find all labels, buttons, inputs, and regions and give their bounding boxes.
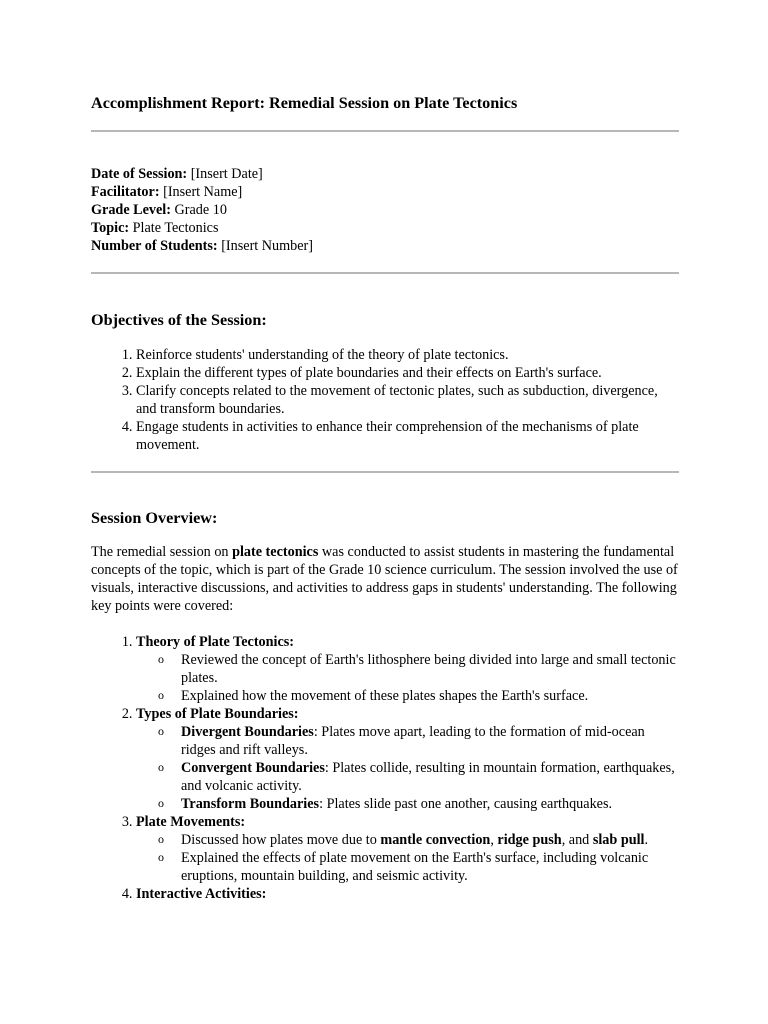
objectives-heading: Objectives of the Session: (91, 311, 267, 329)
report-title: Accomplishment Report: Remedial Session on Plate Tectonics (91, 94, 518, 112)
overview-heading: Session Overview: (91, 509, 218, 527)
meta-number-of-students: Number of Students: [Insert Number] (91, 238, 313, 254)
sub-list-item: o Transform Boundaries: Plates slide past one another, causing earthquakes. (181, 795, 679, 813)
objectives-list (91, 346, 679, 454)
sub-list-item: o Convergent Boundaries: Plates collide, resulting in mountain formation, earthquakes, and volcanic activity. (181, 759, 679, 795)
list-item: 3. Plate Movements: o Discussed how plates move due to mantle convection, ridge push, and slab pull. o Explained the effects of plate movement on the Earth's surface, including volcanic eruptions, mountain building, and seismic activity. (136, 813, 679, 885)
sub-list-item: o Explained the effects of plate movement on the Earth's surface, including volcanic eruptions, mountain building, and seismic activity. (181, 849, 679, 885)
sub-list-item: o Reviewed the concept of Earth's lithosphere being divided into large and small tectonic plates. (181, 651, 679, 687)
sub-list (136, 651, 679, 705)
list-item: 1. Reinforce students' understanding of the theory of plate tectonics. (136, 346, 679, 364)
document-content (91, 92, 679, 903)
key-points-list (91, 633, 679, 903)
sub-list (136, 723, 679, 813)
sub-list-item: o Divergent Boundaries: Plates move apart, leading to the formation of mid-ocean ridges and rift valleys. (181, 723, 679, 759)
list-item: 4. Engage students in activities to enhance their comprehension of the mechanisms of plate movement. (136, 418, 679, 454)
divider (91, 471, 679, 473)
divider (91, 130, 679, 132)
list-item: 4. Interactive Activities: (136, 885, 679, 903)
list-item: 1. Theory of Plate Tectonics: o Reviewed the concept of Earth's lithosphere being divided into large and small tectonic plates. o Explained how the movement of these plates shapes the Earth's surface. (136, 633, 679, 705)
meta-grade-level: Grade Level: Grade 10 (91, 202, 227, 218)
meta-facilitator: Facilitator: [Insert Name] (91, 184, 243, 200)
list-item: 2. Types of Plate Boundaries: o Divergent Boundaries: Plates move apart, leading to the formation of mid-ocean ridges and rift valleys. o Convergent Boundaries: Plates collide, resulting in mountain formation, earthquakes, and volcanic activity. o Transform Boundaries: Plates slide past one another, causing earthquakes. (136, 705, 679, 813)
overview-intro: The remedial session on plate tectonics was conducted to assist students in mastering the fundamental concepts of the topic, which is part of the Grade 10 science curriculum. The session involved the use of visuals, interactive discussions, and activities to address gaps in students' understanding. The following key points were covered: (91, 544, 678, 614)
sub-list (136, 831, 679, 885)
list-item: 3. Clarify concepts related to the movement of tectonic plates, such as subduction, divergence, and transform boundaries. (136, 382, 679, 418)
meta-topic: Topic: Plate Tectonics (91, 220, 219, 236)
list-item: 2. Explain the different types of plate boundaries and their effects on Earth's surface. (136, 364, 679, 382)
session-meta (91, 165, 679, 255)
meta-date: Date of Session: [Insert Date] (91, 166, 263, 182)
sub-list-item: o Explained how the movement of these plates shapes the Earth's surface. (181, 687, 679, 705)
divider (91, 272, 679, 274)
sub-list-item: o Discussed how plates move due to mantle convection, ridge push, and slab pull. (181, 831, 679, 849)
